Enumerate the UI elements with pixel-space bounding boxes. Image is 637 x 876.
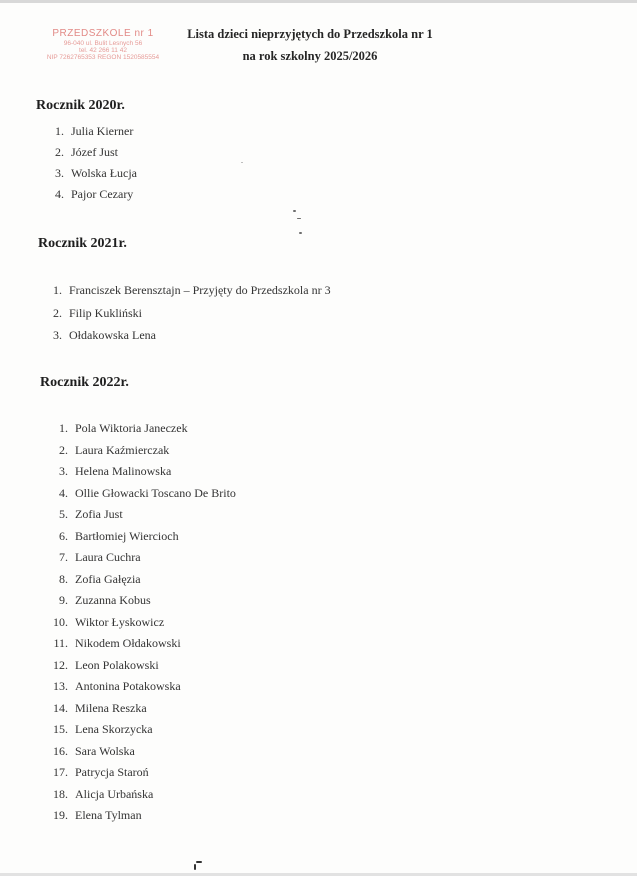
list-item (48, 550, 141, 565)
list-item (46, 124, 133, 139)
item-number: 3. (55, 166, 64, 180)
item-number: 15. (53, 722, 68, 736)
child-name: Laura Cuchra (75, 550, 141, 564)
child-name: Patrycja Staroń (75, 765, 149, 779)
item-number: 2. (53, 306, 62, 320)
item-number: 9. (59, 593, 68, 607)
item-number: 14. (53, 700, 68, 715)
section-heading-2021: Rocznik 2021r. (38, 236, 127, 251)
list-item (48, 808, 142, 823)
list-item (48, 722, 153, 737)
document-title: Lista dzieci nieprzyjętych do Przedszkola nr 1 (187, 27, 433, 41)
child-name: Zofia Gałęzia (75, 571, 141, 586)
item-number: 16. (53, 743, 68, 758)
child-name: Zuzanna Kobus (75, 593, 151, 607)
child-name: Lena Skorzycka (75, 722, 153, 736)
list-item (48, 572, 141, 587)
list-item (48, 765, 149, 780)
section-heading-2022: Rocznik 2022r. (40, 375, 129, 390)
scan-speck (297, 218, 301, 219)
item-number: 11. (53, 636, 68, 650)
scan-speck (241, 162, 243, 163)
list-item (46, 145, 118, 160)
stamp-line-2: 96-040 ul. Bulit Lesnych 56 (63, 39, 143, 47)
item-number: 7. (59, 550, 68, 564)
item-number: 3. (59, 464, 68, 478)
document-subtitle: na rok szkolny 2025/2026 (242, 49, 378, 63)
scan-speck (299, 232, 302, 234)
item-number: 4. (55, 187, 64, 201)
child-name: Ołdakowska Lena (69, 328, 156, 342)
child-name: Helena Malinowska (75, 464, 172, 478)
child-name: Pajor Cezary (71, 187, 134, 201)
list-item (44, 328, 156, 343)
list-item (48, 658, 159, 673)
child-name: Alicja Urbańska (75, 786, 154, 801)
list-item (48, 701, 147, 716)
child-name: Franciszek Berensztajn – Przyjęty do Przedszkola nr 3 (69, 283, 331, 297)
item-number: 2. (55, 145, 64, 159)
child-name: Laura Kaźmierczak (75, 442, 170, 457)
kindergarten-stamp (28, 28, 178, 62)
list-item (44, 306, 142, 321)
item-number: 4. (59, 485, 68, 500)
child-name: Bartłomiej Wiercioch (75, 528, 179, 543)
child-name: Ollie Głowacki Toscano De Brito (75, 485, 236, 500)
child-name: Wiktor Łyskowicz (75, 614, 165, 629)
item-number: 10. (53, 614, 68, 629)
item-number: 12. (53, 657, 68, 672)
child-name: Milena Reszka (75, 700, 147, 715)
child-name: Filip Kukliński (69, 306, 143, 320)
list-item (46, 166, 137, 181)
item-number: 5. (59, 507, 68, 521)
item-number: 8. (59, 571, 68, 586)
list-item (48, 464, 171, 479)
stamp-line-1: PRZEDSZKOLE nr 1 (52, 28, 154, 39)
stamp-line-3: tel. 42 266 11 42 (79, 46, 127, 54)
list-item (48, 593, 151, 608)
item-number: 6. (59, 528, 68, 543)
scan-speck (293, 210, 296, 212)
list-item (48, 679, 181, 694)
list-item (48, 421, 188, 436)
child-name: Pola Wiktoria Janeczek (75, 421, 188, 435)
list-item (44, 283, 331, 298)
list-item (48, 744, 135, 759)
scan-speck (194, 864, 196, 870)
child-name: Wolska Łucja (71, 166, 138, 180)
item-number: 19. (53, 808, 68, 822)
child-name: Leon Polakowski (75, 657, 159, 672)
child-name: Zofia Just (75, 507, 123, 521)
list-item (48, 636, 181, 651)
item-number: 13. (53, 679, 68, 693)
list-item (46, 187, 133, 202)
item-number: 3. (53, 328, 62, 342)
child-name: Elena Tylman (75, 808, 142, 822)
item-number: 2. (59, 442, 68, 457)
stamp-line-4: NIP 7262765353 REGON 1520585554 (46, 54, 160, 62)
child-name: Nikodem Ołdakowski (75, 636, 181, 650)
list-item (48, 486, 236, 501)
item-number: 1. (55, 124, 64, 138)
item-number: 17. (53, 765, 68, 779)
list-item (48, 443, 169, 458)
child-name: Julia Kierner (71, 124, 134, 138)
child-name: Antonina Potakowska (75, 679, 181, 693)
item-number: 18. (53, 786, 68, 801)
section-heading-2020: Rocznik 2020r. (36, 98, 125, 113)
child-name: Józef Just (71, 145, 118, 159)
child-name: Sara Wolska (75, 743, 135, 758)
list-item (48, 615, 164, 630)
list-item (48, 787, 153, 802)
item-number: 1. (59, 421, 68, 435)
scan-speck (196, 861, 202, 863)
scan-top-edge (0, 0, 637, 3)
list-item (48, 507, 123, 522)
list-item (48, 529, 179, 544)
item-number: 1. (53, 283, 62, 297)
